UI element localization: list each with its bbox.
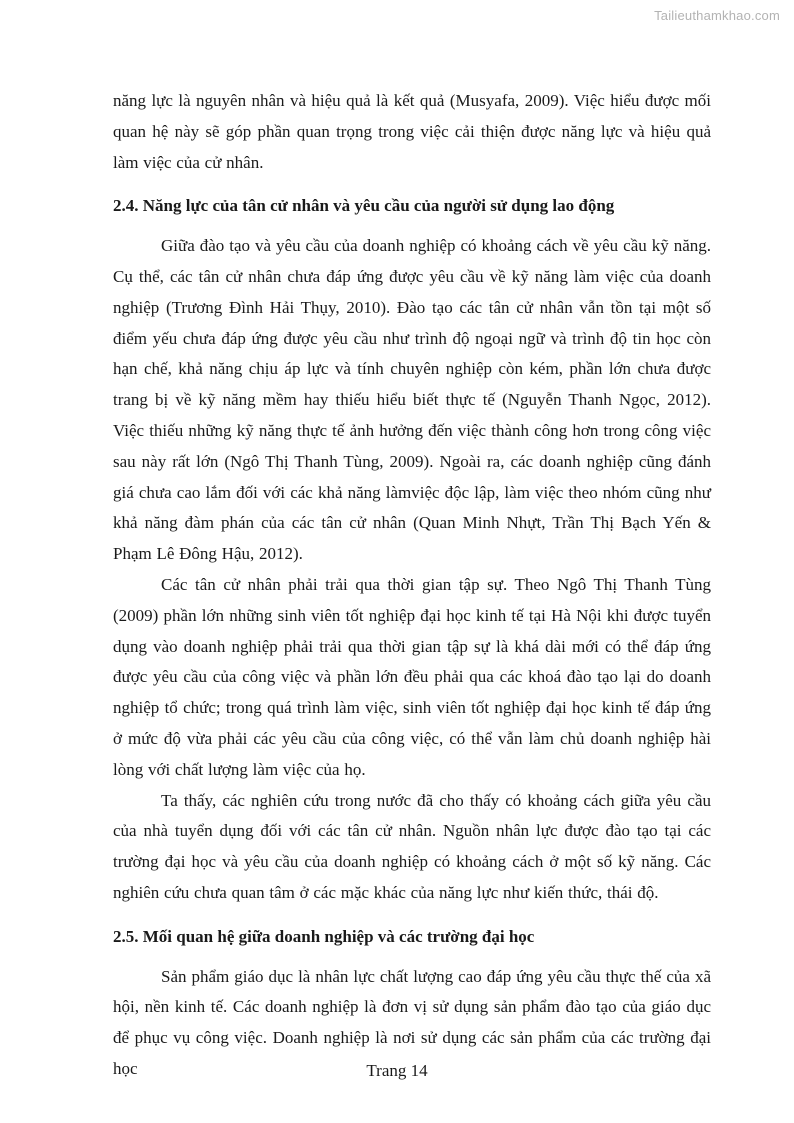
paragraph: Giữa đào tạo và yêu cầu của doanh nghiệp có khoảng cách về yêu cầu kỹ năng. Cụ thể, các tân cử nhân chưa đáp ứng được yêu cầu về kỹ năng làm việc của doanh nghiệp (Trương Đình Hải Thụy, 2010). Đào tạo các tân cử nhân vẫn tồn tại một số điểm yếu chưa đáp ứng được yêu cầu như trình độ ngoại ngữ và trình độ tin học còn hạn chế, khả năng chịu áp lực và tính chuyên nghiệp còn kém, phần lớn chưa được trang bị về kỹ năng mềm hay thiếu hiểu biết thực tế (Nguyễn Thanh Ngọc, 2012). Việc thiếu những kỹ năng thực tế ảnh hưởng đến việc thành công hơn trong công việc sau này rất lớn (Ngô Thị Thanh Tùng, 2009). Ngoài ra, các doanh nghiệp cũng đánh giá chưa cao lắm đối với các khả năng làmviệc độc lập, làm việc theo nhóm cũng như khả năng đàm phán của các tân cử nhân (Quan Minh Nhựt, Trần Thị Bạch Yến & Phạm Lê Đông Hậu, 2012). bbox=[113, 236, 711, 564]
section-heading-2-4: 2.4. Năng lực của tân cử nhân và yêu cầu của người sử dụng lao động bbox=[113, 196, 615, 216]
section-heading-2-5: 2.5. Mối quan hệ giữa doanh nghiệp và các trường đại học bbox=[113, 926, 535, 946]
page-number: Trang 14 bbox=[366, 1061, 428, 1080]
watermark: Tailieuthamkhao.com bbox=[654, 8, 780, 23]
paragraph: Ta thấy, các nghiên cứu trong nước đã cho thấy có khoảng cách giữa yêu cầu của nhà tuyển dụng đối với các tân cử nhân. Nguồn nhân lực được đào tạo tại các trường đại học và yêu cầu của doanh nghiệp có khoảng cách ở một số kỹ năng. Các nghiên cứu chưa quan tâm ở các mặc khác của năng lực như kiến thức, thái độ. bbox=[113, 790, 711, 902]
paragraph: Các tân cử nhân phải trải qua thời gian tập sự. Theo Ngô Thị Thanh Tùng (2009) phần lớn những sinh viên tốt nghiệp đại học kinh tế tại Hà Nội khi được tuyển dụng vào doanh nghiệp phải trải qua thời gian tập sự là khá dài mới có thể đáp ứng được yêu cầu của công việc và phần lớn đều phải qua các khoá đào tạo lại do doanh nghiệp tổ chức; trong quá trình làm việc, sinh viên tốt nghiệp đại học kinh tế đáp ứng ở mức độ vừa phải các yêu cầu của công việc, có thể vẫn làm chủ doanh nghiệp hài lòng với chất lượng làm việc của họ. bbox=[113, 574, 711, 779]
paragraph: năng lực là nguyên nhân và hiệu quả là kết quả (Musyafa, 2009). Việc hiểu được mối quan hệ này sẽ góp phần quan trọng trong việc cải thiện được năng lực và hiệu quả làm việc của cử nhân. bbox=[113, 91, 711, 172]
page-content bbox=[113, 86, 711, 1085]
paragraph: Sản phẩm giáo dục là nhân lực chất lượng cao đáp ứng yêu cầu thực thế của xã hội, nền kinh tế. Các doanh nghiệp là đơn vị sử dụng sản phẩm đào tạo của giáo dục để phục vụ công việc. Doanh nghiệp là nơi sử dụng các sản phẩm của các trường đại học bbox=[113, 966, 711, 1078]
